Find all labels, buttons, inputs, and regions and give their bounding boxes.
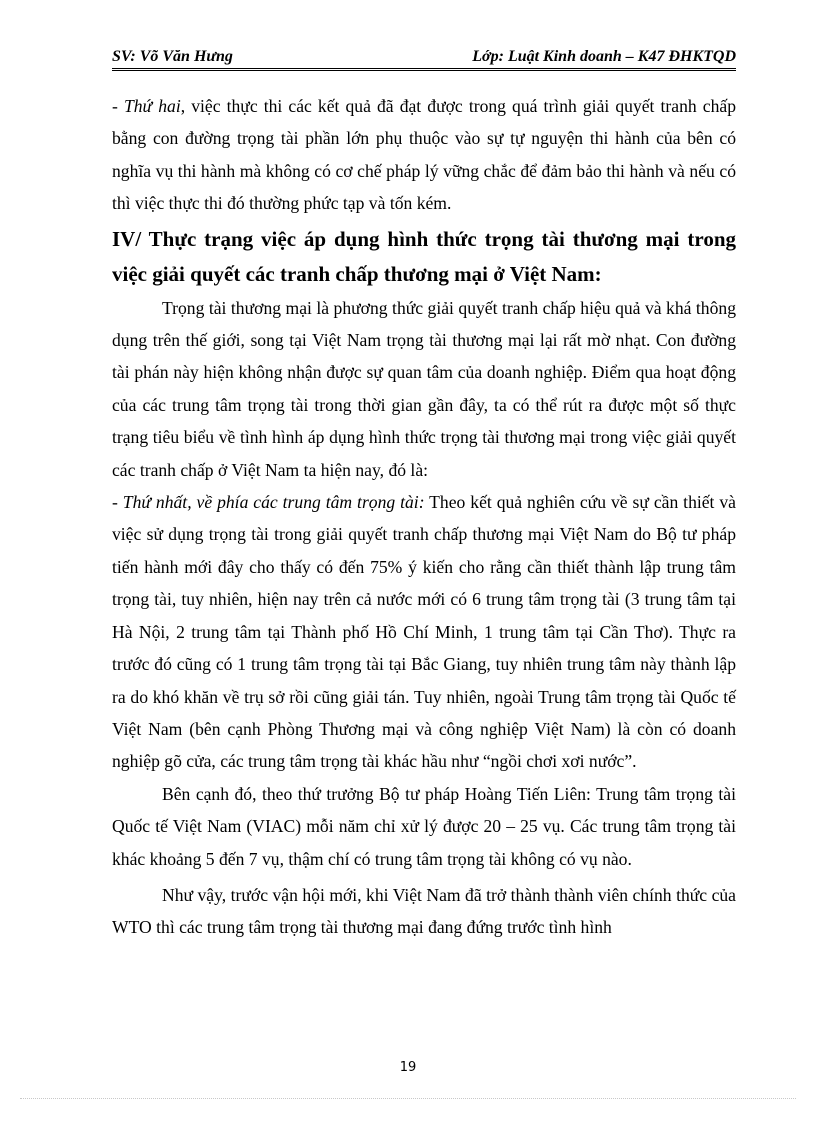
paragraph-lead-italic: - Thứ hai	[112, 96, 181, 116]
page-number: 19	[399, 1060, 417, 1075]
paragraph-text: , việc thực thi các kết quả đã đạt được trong quá trình giải quyết tranh chấp bằng con đường trọng tài phần lớn phụ thuộc vào sự tự nguyện thi hành của bên có nghĩa vụ thi hành mà không có cơ chế pháp lý vững chắc để đảm bảo thi hành và nếu có thì việc thực thi đó thường phức tạp và tốn kém.	[112, 96, 736, 214]
paragraph-nhu-vay: Như vậy, trước vận hội mới, khi Việt Nam đã trở thành thành viên chính thức của WTO thì các trung tâm trọng tài thương mại đang đứng trước tình hình	[112, 884, 736, 938]
page-header	[112, 46, 736, 71]
section-heading: IV/ Thực trạng việc áp dụng hình thức trọng tài thương mại trong việc giải quyết các tranh chấp thương mại ở Việt Nam:	[112, 226, 736, 286]
paragraph-thu-nhat	[112, 486, 736, 778]
document-body	[112, 90, 736, 944]
paragraph-lead-italic: - Thứ nhất, về phía các trung tâm trọng tài:	[112, 492, 425, 513]
footer-divider	[20, 1098, 796, 1099]
paragraph-thu-hai	[112, 90, 736, 220]
paragraph-ben-canh-do: Bên cạnh đó, theo thứ trưởng Bộ tư pháp Hoàng Tiến Liên: Trung tâm trọng tài Quốc tế Việt Nam (VIAC) mỗi năm chỉ xử lý được 20 – 25 vụ. Các trung tâm trọng tài khác khoảng 5 đến 7 vụ, thậm chí có trung tâm trọng tài không có vụ nào.	[112, 783, 736, 869]
paragraph-text: Theo kết quả nghiên cứu về sự cần thiết và việc sử dụng trọng tài trong giải quyết tranh chấp thương mại Việt Nam do Bộ tư pháp tiến hành mới đây cho thấy có đến 75% ý kiến cho rằng cần thiết thành lập trung tâm trọng tài, tuy nhiên, hiện nay trên cả nước mới có 6 trung tâm trọng tài (3 trung tâm tại Hà Nội, 2 trung tâm tại Thành phố Hồ Chí Minh, 1 trung tâm tại Cần Thơ). Thực ra trước đó cũng có 1 trung tâm trọng tài tại Bắc Giang, tuy nhiên trung tâm này thành lập ra do khó khăn về trụ sở rồi cũng giải tán. Tuy nhiên, ngoài Trung tâm trọng tài Quốc tế Việt Nam (bên cạnh Phòng Thương mại và công nghiệp Việt Nam) là còn có doanh nghiệp gõ cửa, các trung tâm trọng tài khác hầu như “ngồi chơi xơi nước”.	[112, 492, 736, 772]
header-student-name: SV: Võ Văn Hưng	[112, 48, 233, 65]
paragraph-intro: Trọng tài thương mại là phương thức giải quyết tranh chấp hiệu quả và khá thông dụng trên thế giới, song tại Việt Nam trọng tài thương mại lại rất mờ nhạt. Con đường tài phán này hiện không nhận được sự quan tâm của doanh nghiệp. Điểm qua hoạt động của các trung tâm trọng tài trong thời gian gần đây, ta có thể rút ra được một số thực trạng tiêu biểu về tình hình áp dụng hình thức trọng tài thương mại trong việc giải quyết các tranh chấp ở Việt Nam ta hiện nay, đó là:	[112, 297, 736, 480]
header-class-name: Lớp: Luật Kinh doanh – K47 ĐHKTQD	[472, 48, 736, 65]
